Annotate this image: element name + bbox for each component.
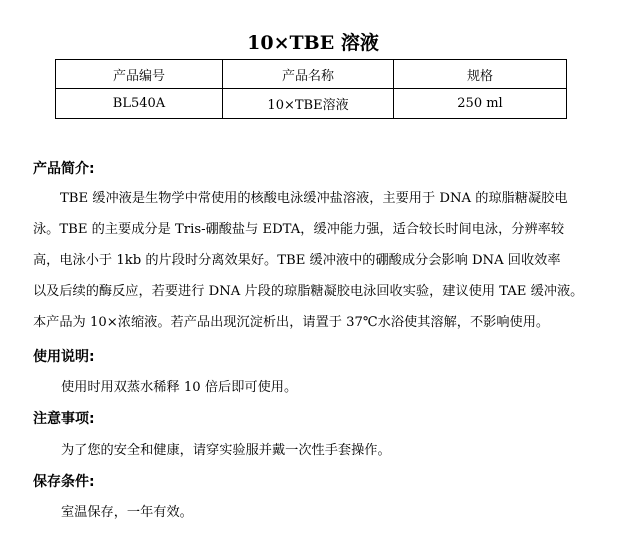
intro-paragraph [33,183,593,338]
storage-text: 室温保存，一年有效。 [61,505,193,520]
usage-heading: 使用说明: [33,349,95,365]
header-spec: 规格 [394,60,567,89]
intro-line: 本产品为 10×浓缩液。若产品出现沉淀析出，请置于 37℃水浴使其溶解，不影响使用。 [33,315,550,330]
cell-product-name: 10×TBE溶液 [223,89,394,119]
document-title: 10×TBE 溶液 [247,32,379,54]
intro-heading: 产品简介: [33,161,95,177]
header-product-code: 产品编号 [56,60,223,89]
product-table [55,59,567,119]
header-product-name: 产品名称 [223,60,394,89]
cell-product-code: BL540A [56,89,223,119]
storage-heading: 保存条件: [33,474,95,490]
intro-line: 泳。TBE 的主要成分是 Tris-硼酸盐与 EDTA，缓冲能力强，适合较长时间电泳，分辨率较 [33,222,565,237]
intro-line: TBE 缓冲液是生物学中常使用的核酸电泳缓冲盐溶液，主要用于 DNA 的琼脂糖凝胶电 [60,191,568,206]
cell-spec: 250 ml [394,89,567,119]
notes-text: 为了您的安全和健康，请穿实验服并戴一次性手套操作。 [61,443,391,458]
intro-line: 高，电泳小于 1kb 的片段时分离效果好。TBE 缓冲液中的硼酸成分会影响 DNA 回收效率 [33,253,561,268]
table-header-row [56,60,567,89]
notes-heading: 注意事项: [33,411,95,427]
table-row [56,89,567,119]
intro-line: 以及后续的酶反应，若要进行 DNA 片段的琼脂糖凝胶电泳回收实验，建议使用 TAE 缓冲液。 [33,284,584,299]
usage-text: 使用时用双蒸水稀释 10 倍后即可使用。 [61,380,298,395]
